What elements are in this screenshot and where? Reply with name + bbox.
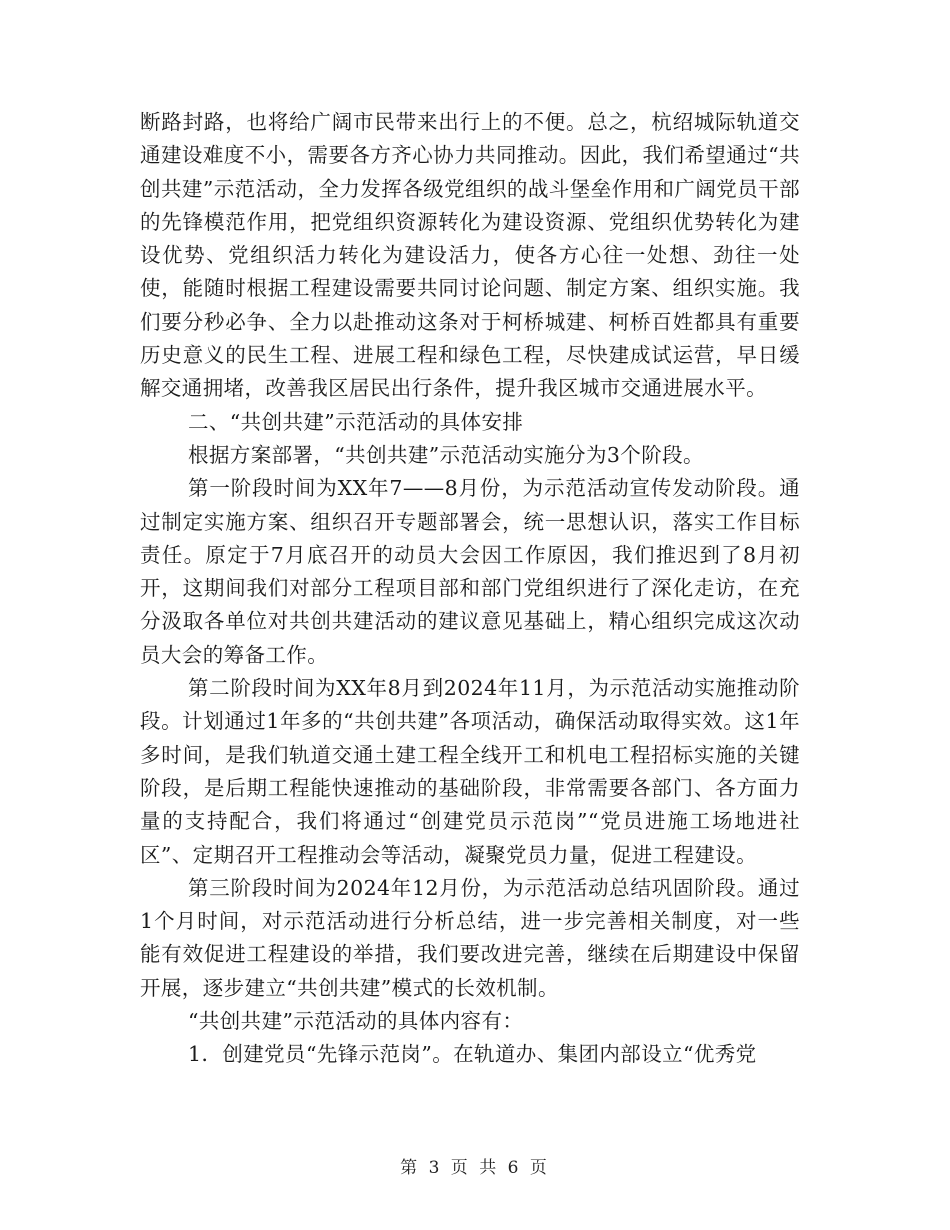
- paragraph-continued: 断路封路，也将给广阔市民带来出行上的不便。总之，杭绍城际轨道交通建设难度不小，需要各方齐心协力共同推动。因此，我们希望通过“共创共建”示范活动，全力发挥各级党组织的战斗堡垒作用和广阔党员干部的先锋模范作用，把党组织资源转化为建设资源、党组织优势转化为建设优势、党组织活力转化为建设活力，使各方心往一处想、劲往一处使，能随时根据工程建设需要共同讨论问题、制定方案、组织实施。我们要分秒必争、全力以赴推动这条对于柯桥城建、柯桥百姓都具有重要历史意义的民生工程、进展工程和绿色工程，尽快建成试运营，早日缓解交通拥堵，改善我区居民出行条件，提升我区城市交通进展水平。: [140, 110, 800, 401]
- section-heading: 二、“共创共建”示范活动的具体安排: [188, 409, 524, 434]
- paragraph-content-heading: “共创共建”示范活动的具体内容有：: [188, 1009, 524, 1034]
- page-number-footer: 第 3 页 共 6 页: [400, 1158, 550, 1178]
- list-item: 1．创建党员“先锋示范岗”。在轨道办、集团内部设立“优秀党: [188, 1042, 757, 1067]
- paragraph-phase-three: 第三阶段时间为2024年12月份，为示范活动总结巩固阶段。通过1个月时间，对示范活动进行分析总结，进一步完善相关制度，对一些能有效促进工程建设的举措，我们要改进完善，继续在后期建设中保留开展，逐步建立“共创共建”模式的长效机制。: [140, 875, 800, 1000]
- paragraph-phase-two: 第二阶段时间为XX年8月到2024年11月，为示范活动实施推动阶段。计划通过1年多的“共创共建”各项活动，确保活动取得实效。这1年多时间，是我们轨道交通土建工程全线开工和机电工程招标实施的关键阶段，是后期工程能快速推动的基础阶段，非常需要各部门、各方面力量的支持配合，我们将通过“创建党员示范岗”“党员进施工场地进社区”、定期召开工程推动会等活动，凝聚党员力量，促进工程建设。: [140, 676, 800, 867]
- paragraph-phase-one: 第一阶段时间为XX年7——8月份，为示范活动宣传发动阶段。通过制定实施方案、组织召开专题部署会，统一思想认识，落实工作目标责任。原定于7月底召开的动员大会因工作原因，我们推迟到了8月初开，这期间我们对部分工程项目部和部门党组织进行了深化走访，在充分汲取各单位对共创共建活动的建议意见基础上，精心组织完成这次动员大会的筹备工作。: [140, 476, 800, 667]
- paragraph-intro: 根据方案部署，“共创共建”示范活动实施分为3个阶段。: [188, 442, 704, 467]
- document-body: [140, 106, 800, 1072]
